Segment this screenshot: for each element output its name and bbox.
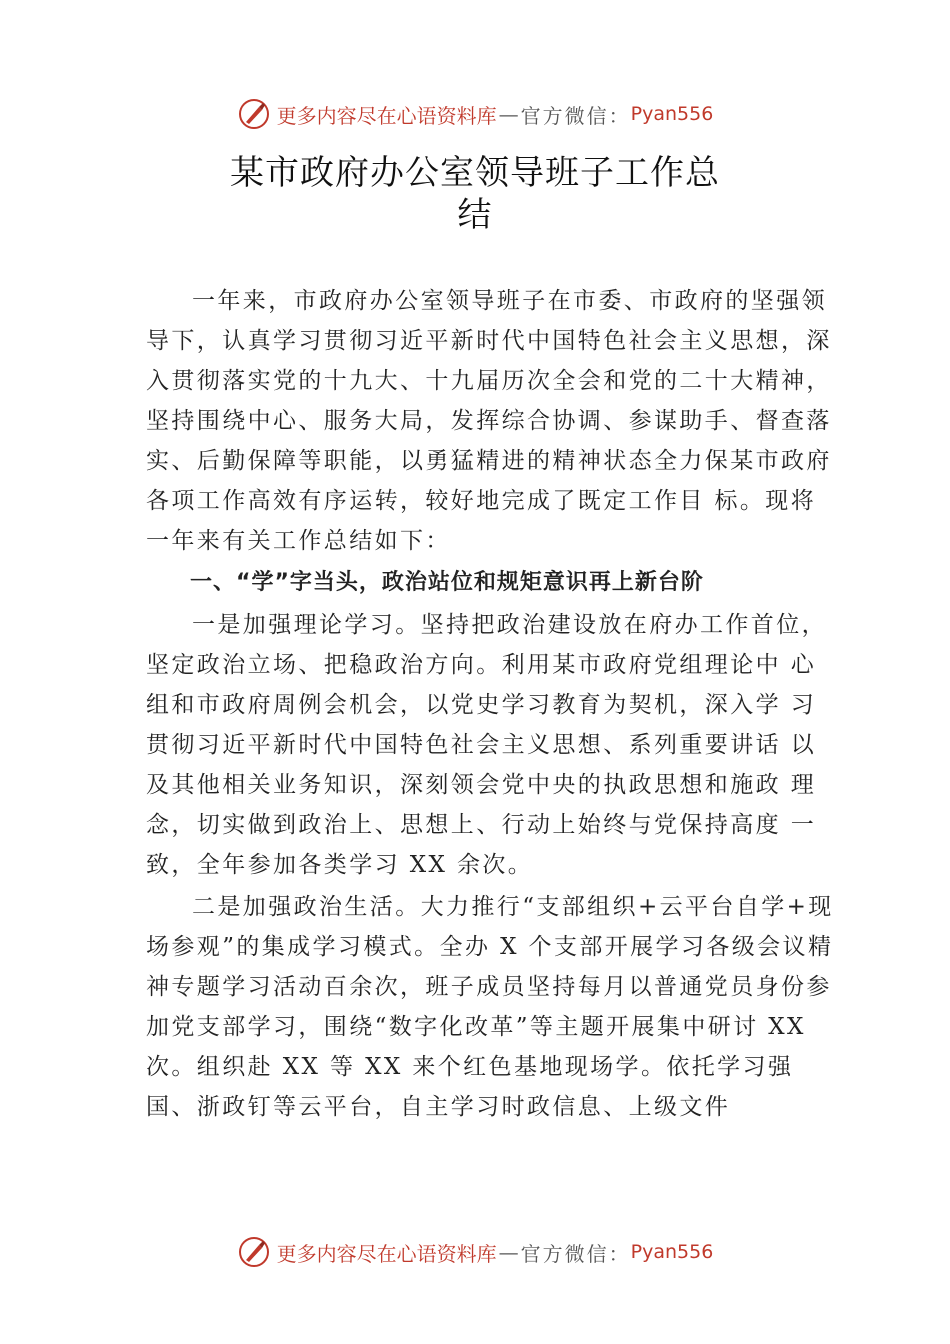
- watermark-separator: —: [498, 102, 519, 126]
- watermark-wechat-id: Pyan556: [630, 103, 714, 125]
- watermark-header: [0, 94, 950, 134]
- document-body: [146, 281, 836, 1127]
- watermark-site-text: 更多内容尽在心语资料库: [276, 1241, 497, 1266]
- watermark-separator: —: [498, 1240, 519, 1264]
- watermark-footer: [0, 1232, 950, 1272]
- title-line-2: 结: [457, 195, 493, 235]
- pen-nib-logo-icon: [237, 1235, 271, 1269]
- paragraph-theory-study: 一是加强理论学习。坚持把政治建设放在府办工作首位，坚定政治立场、把稳政治方向。利用某市政府党组理论中 心组和市政府周例会机会，以党史学习教育为契机，深入学 习贯彻习近平新时代中国特色社会主义思想、系列重要讲话 以及其他相关业务知识，深刻领会党中央的执政思想和施政 理念，切实做到政治上、思想上、行动上始终与党保持高度 一致，全年参加各类学习 XX 余次。: [146, 612, 827, 878]
- title-line-1: 某市政府办公室领导班子工作总: [230, 153, 720, 193]
- watermark-wechat-label: 官方微信：: [520, 1241, 631, 1266]
- document-title: [0, 152, 950, 236]
- paragraph-political-life: 二是加强政治生活。大力推行“支部组织+云平台自学+现场参观”的集成学习模式。全办 X 个支部开展学习各级会议精神专题学习活动百余次，班子成员坚持每月以普通党员身份参加党支部学习，围绕“数字化改革”等主题开展集中研讨 XX 次。组织赴 XX 等 XX 来个红色基地现场学。依托学习强国、浙政钉等云平台，自主学习时政信息、上级文件: [146, 894, 834, 1120]
- watermark-site-text: 更多内容尽在心语资料库: [276, 103, 497, 128]
- section-heading-1: 一、“学”字当头，政治站位和规矩意识再上新台阶: [190, 570, 704, 595]
- watermark-wechat-label: 官方微信：: [520, 103, 631, 128]
- watermark-wechat-id: Pyan556: [630, 1241, 714, 1263]
- paragraph-intro: 一年来，市政府办公室领导班子在市委、市政府的坚强领导下，认真学习贯彻习近平新时代中国特色社会主义思想，深入贯彻落实党的十九大、十九届历次全会和党的二十大精神，坚持围绕中心、服务大局，发挥综合协调、参谋助手、督查落实、后勤保障等职能，以勇猛精进的精神状态全力保某市政府各项工作高效有序运转，较好地完成了既定工作目 标。现将一年来有关工作总结如下：: [146, 288, 832, 554]
- pen-nib-logo-icon: [237, 97, 271, 131]
